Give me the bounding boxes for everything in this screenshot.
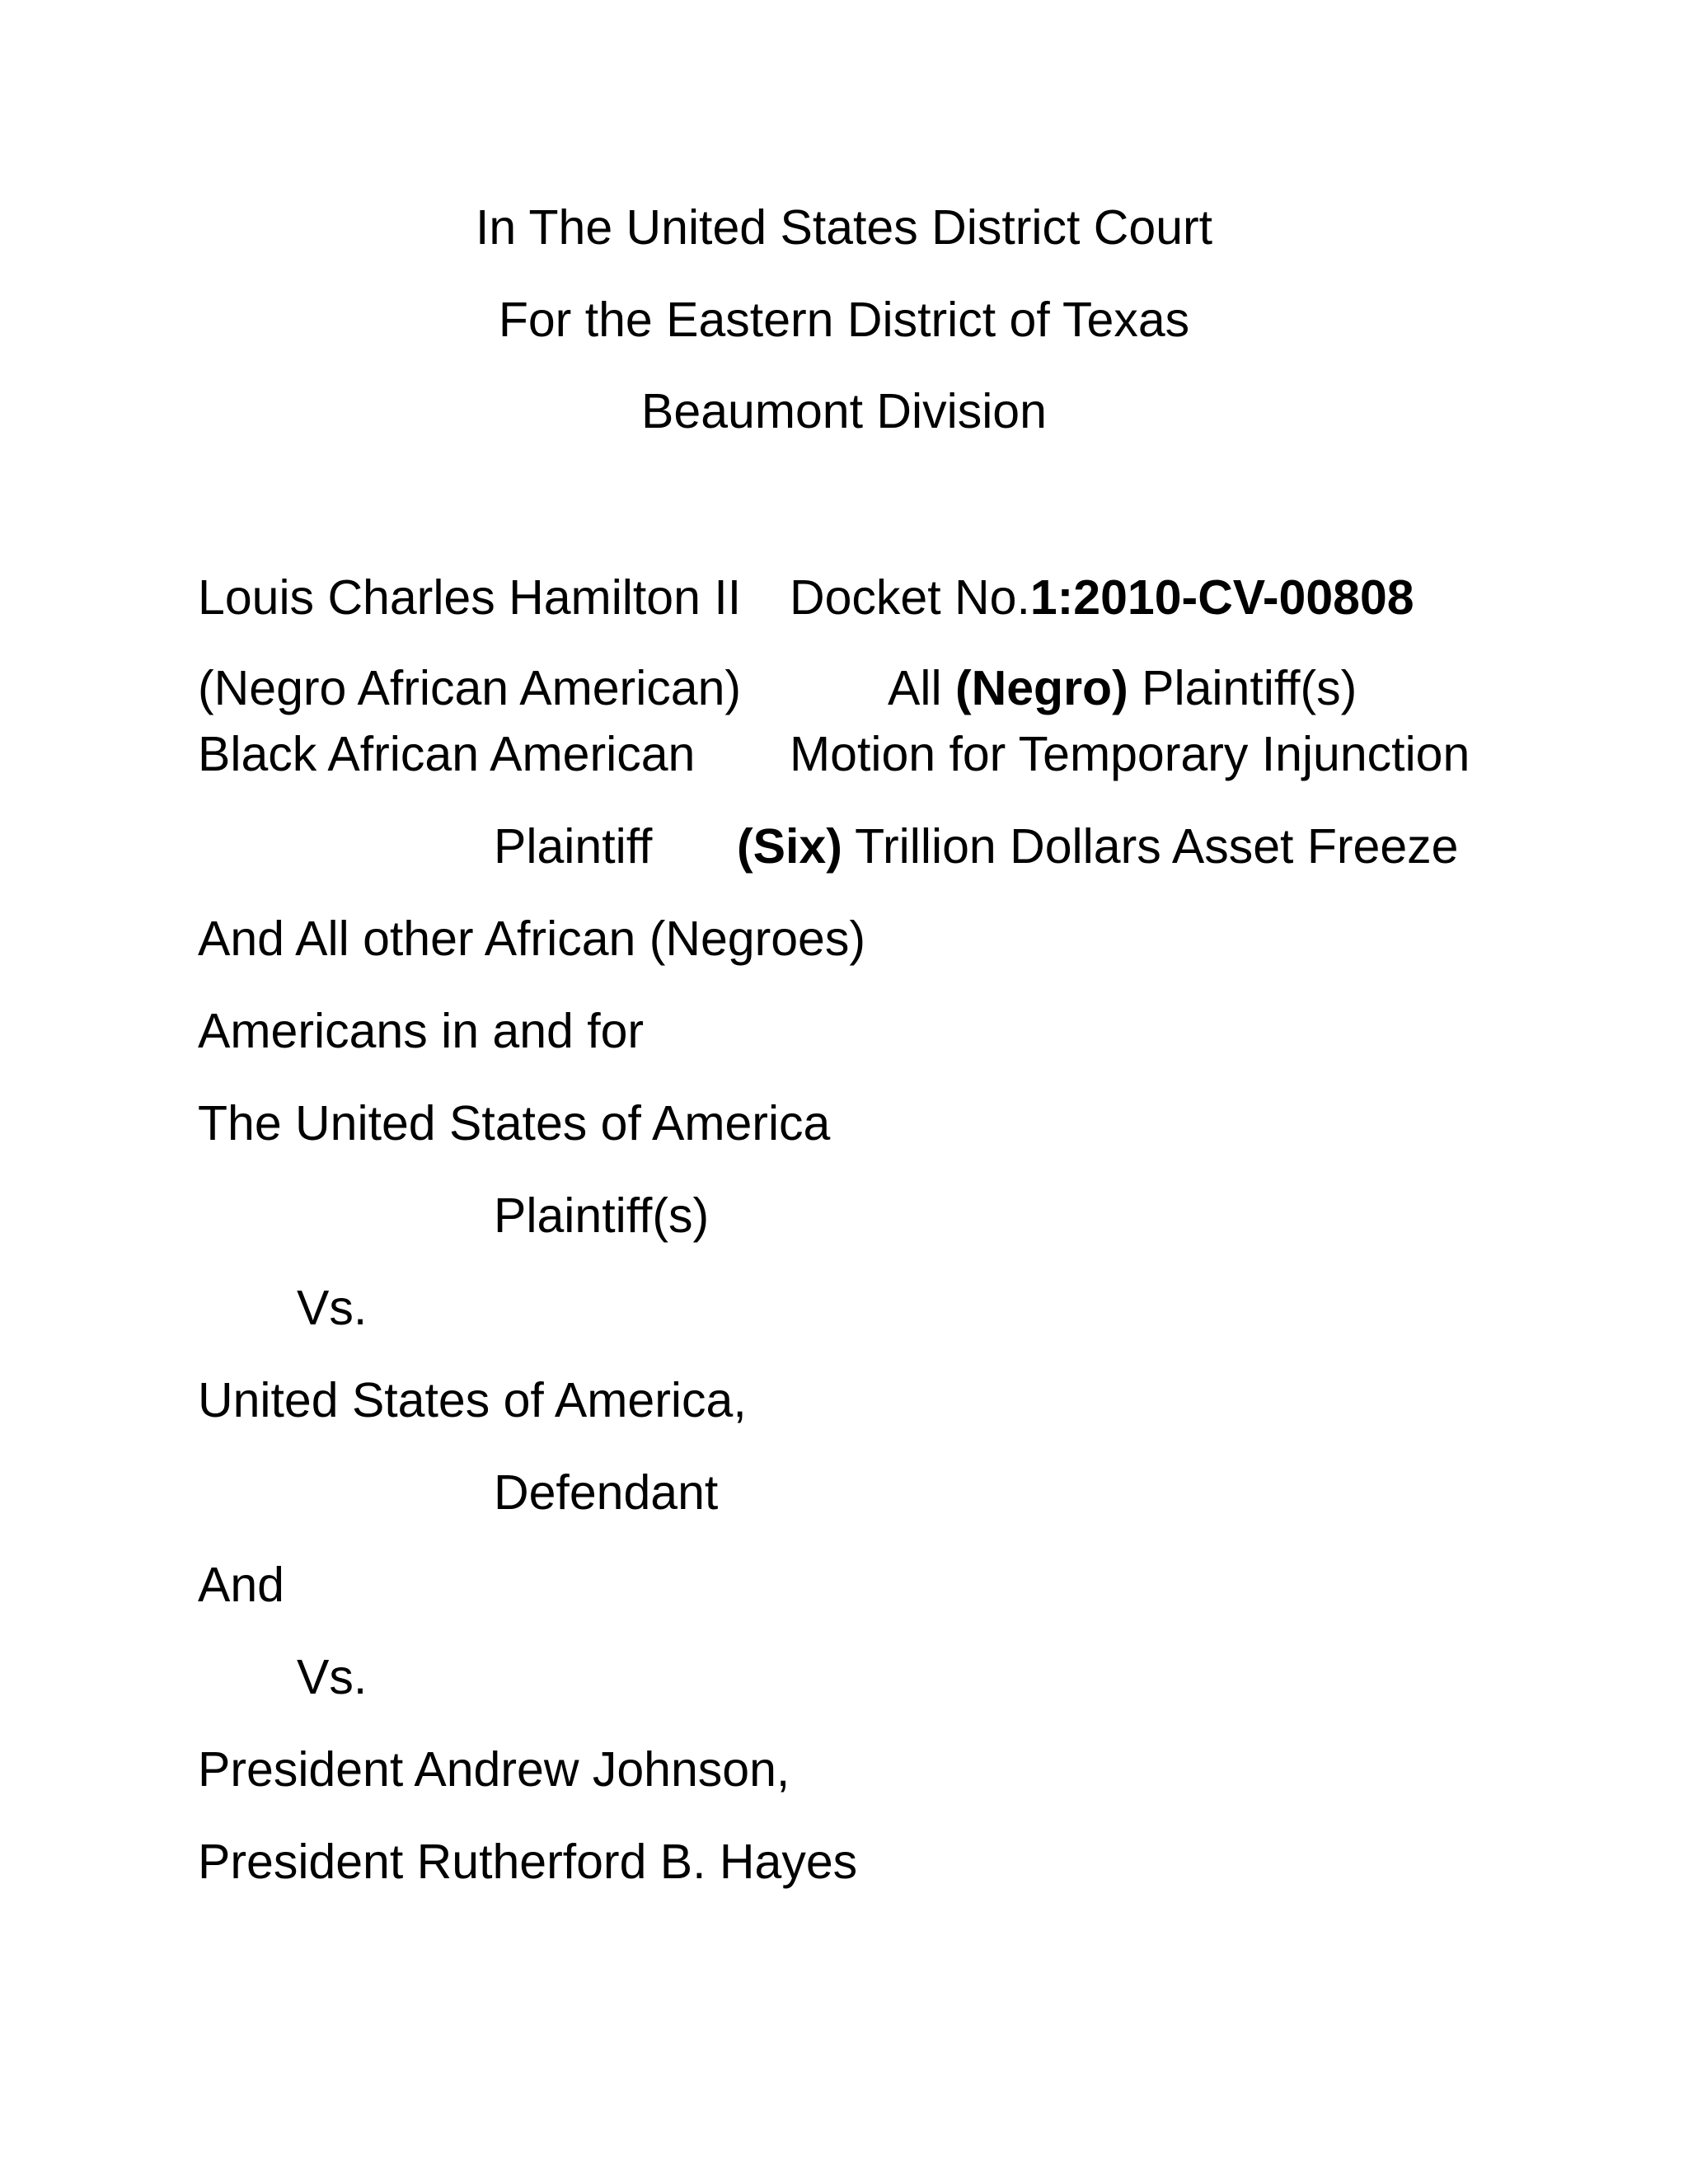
class-line-1: And All other African (Negroes) xyxy=(198,912,866,966)
amount-text: Trillion Dollars Asset Freeze xyxy=(842,819,1459,874)
defendant-role: Defendant xyxy=(494,1465,719,1520)
plaintiffs-role: Plaintiff(s) xyxy=(494,1188,710,1243)
plaintiff-descriptor: (Negro African American) xyxy=(198,661,742,715)
district-heading: For the Eastern District of Texas xyxy=(498,293,1190,347)
docket-number: 1:2010-CV-00808 xyxy=(1029,570,1414,625)
defendant-2: President Andrew Johnson, xyxy=(198,1742,790,1797)
all-bold: (Negro) xyxy=(954,661,1128,715)
docket-line xyxy=(790,570,1414,625)
all-plaintiffs-line xyxy=(888,661,1357,715)
all-suffix: Plaintiff(s) xyxy=(1128,661,1357,715)
plaintiff-name: Louis Charles Hamilton II xyxy=(198,570,742,625)
defendant-3: President Rutherford B. Hayes xyxy=(198,1835,858,1889)
versus-2: Vs. xyxy=(297,1650,368,1704)
defendant-name: United States of America, xyxy=(198,1373,747,1427)
motion-title: Motion for Temporary Injunction xyxy=(790,727,1470,781)
and-label: And xyxy=(198,1558,284,1612)
plaintiff-role: Plaintiff xyxy=(494,819,653,874)
plaintiff-descriptor-2: Black African American xyxy=(198,727,696,781)
division-heading: Beaumont Division xyxy=(641,384,1047,438)
all-prefix: All xyxy=(888,661,955,715)
class-line-2: Americans in and for xyxy=(198,1004,645,1058)
versus-1: Vs. xyxy=(297,1281,368,1335)
asset-freeze-line xyxy=(737,819,1459,874)
class-line-3: The United States of America xyxy=(198,1096,831,1151)
amount-bold: (Six) xyxy=(737,819,842,874)
docket-label: Docket No. xyxy=(790,570,1030,625)
court-heading: In The United States District Court xyxy=(475,200,1213,255)
